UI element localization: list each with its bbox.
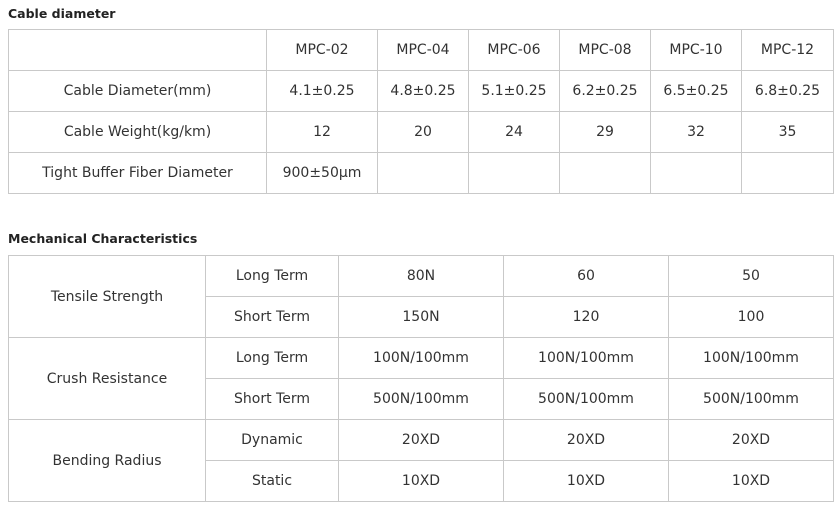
- table-cell: [469, 153, 560, 194]
- table-cell: 10XD: [504, 461, 669, 502]
- table-cell: 20XD: [669, 420, 834, 461]
- cable-diameter-title: Cable diameter: [8, 6, 116, 21]
- mechanical-characteristics-table: [8, 255, 834, 502]
- table-cell: 500N/100mm: [504, 379, 669, 420]
- row-label: Tight Buffer Fiber Diameter: [9, 153, 267, 194]
- table-cell: 120: [504, 297, 669, 338]
- table-cell: 900±50μm: [267, 153, 378, 194]
- table-cell: 24: [469, 112, 560, 153]
- table-row: [9, 338, 834, 379]
- table-row: [9, 256, 834, 297]
- table-cell: 5.1±0.25: [469, 71, 560, 112]
- sub-label: Dynamic: [206, 420, 339, 461]
- group-label: Tensile Strength: [9, 256, 206, 338]
- table-cell: 32: [651, 112, 742, 153]
- sub-label: Long Term: [206, 338, 339, 379]
- table-cell: 150N: [339, 297, 504, 338]
- table-cell: 10XD: [339, 461, 504, 502]
- table-row: [9, 112, 834, 153]
- row-label: Cable Weight(kg/km): [9, 112, 267, 153]
- table-cell: [651, 153, 742, 194]
- table-cell: 29: [560, 112, 651, 153]
- table-cell: [742, 153, 834, 194]
- table-cell: 20: [378, 112, 469, 153]
- table-cell: 50: [669, 256, 834, 297]
- table-cell: 6.2±0.25: [560, 71, 651, 112]
- table-cell: 100N/100mm: [669, 338, 834, 379]
- table-cell: 20XD: [339, 420, 504, 461]
- cable-diameter-table: [8, 29, 834, 194]
- sub-label: Short Term: [206, 297, 339, 338]
- table-cell: 100: [669, 297, 834, 338]
- table-cell: 60: [504, 256, 669, 297]
- table-cell: 500N/100mm: [339, 379, 504, 420]
- group-label: Bending Radius: [9, 420, 206, 502]
- table-cell: 12: [267, 112, 378, 153]
- table-header-row: [9, 30, 834, 71]
- table-row: [9, 420, 834, 461]
- table-cell: 80N: [339, 256, 504, 297]
- table-cell: 500N/100mm: [669, 379, 834, 420]
- model-header: MPC-04: [378, 30, 469, 71]
- model-header: MPC-10: [651, 30, 742, 71]
- table-cell: [560, 153, 651, 194]
- model-header: MPC-06: [469, 30, 560, 71]
- model-header: MPC-02: [267, 30, 378, 71]
- table-cell: 4.8±0.25: [378, 71, 469, 112]
- group-label: Crush Resistance: [9, 338, 206, 420]
- mechanical-characteristics-title: Mechanical Characteristics: [8, 231, 198, 246]
- model-header: MPC-08: [560, 30, 651, 71]
- model-header: MPC-12: [742, 30, 834, 71]
- sub-label: Long Term: [206, 256, 339, 297]
- table-cell: [378, 153, 469, 194]
- table-cell: 4.1±0.25: [267, 71, 378, 112]
- sub-label: Short Term: [206, 379, 339, 420]
- table-cell: 100N/100mm: [504, 338, 669, 379]
- table-row: [9, 153, 834, 194]
- table-cell: 10XD: [669, 461, 834, 502]
- header-empty-cell: [9, 30, 267, 71]
- table-cell: 20XD: [504, 420, 669, 461]
- table-cell: 35: [742, 112, 834, 153]
- table-row: [9, 71, 834, 112]
- table-cell: 6.5±0.25: [651, 71, 742, 112]
- row-label: Cable Diameter(mm): [9, 71, 267, 112]
- sub-label: Static: [206, 461, 339, 502]
- table-cell: 6.8±0.25: [742, 71, 834, 112]
- table-cell: 100N/100mm: [339, 338, 504, 379]
